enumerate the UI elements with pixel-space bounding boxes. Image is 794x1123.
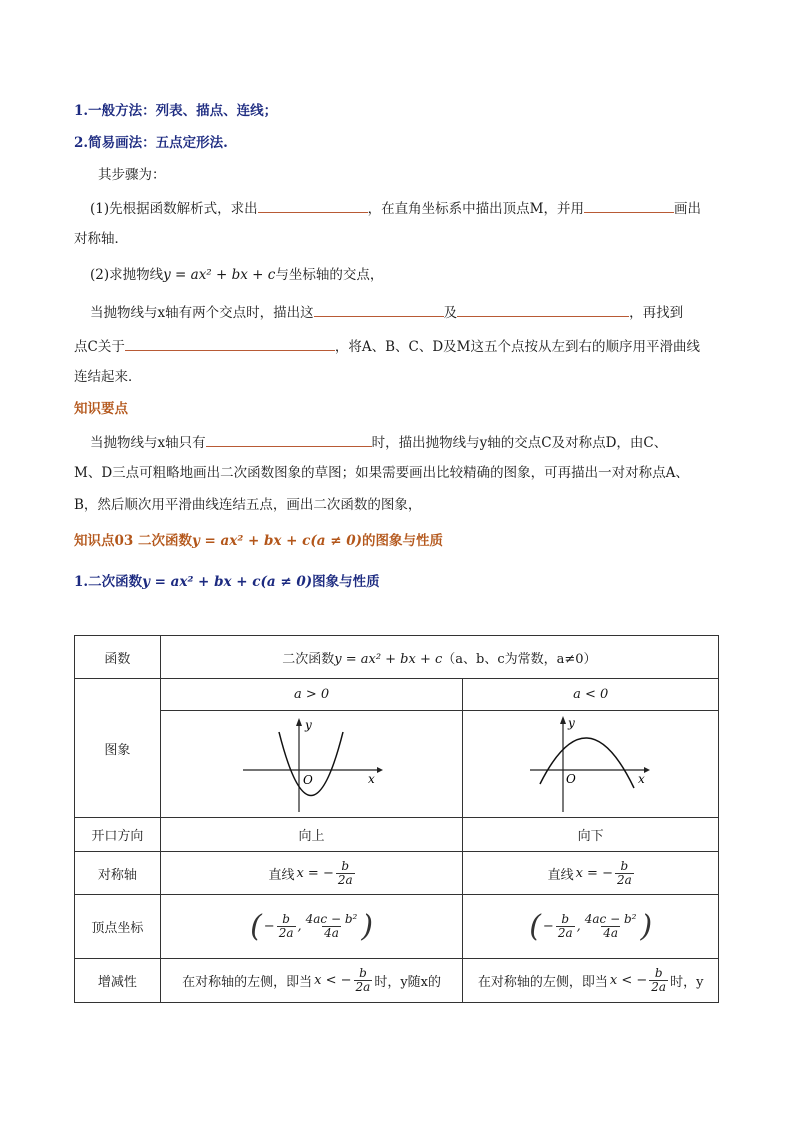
axis-negative <box>463 852 719 895</box>
vertex-positive <box>160 895 463 959</box>
graph-downward-cell <box>463 711 719 818</box>
row-function-value <box>160 636 718 679</box>
para-3-line-3: 连结起来． <box>74 369 142 385</box>
monotonic-text-b: 时，y随x的 <box>374 975 441 990</box>
step-1-text-c: 画出 <box>673 201 701 217</box>
key-text-b: 时，描出抛物线与y轴的交点C及对称点D，由C、 <box>371 435 668 451</box>
function-text-b: （a、b、c为常数，a≠0） <box>442 651 597 667</box>
row-graph-label: 图象 <box>75 679 161 818</box>
vertex-negative <box>463 895 719 959</box>
axis-prefix: 直线 <box>268 867 295 883</box>
section-03-prefix: 知识点03 二次函数 <box>74 533 192 549</box>
step-2-line <box>90 266 383 284</box>
fraction-numerator: b <box>561 912 570 927</box>
fraction-numerator: b <box>282 912 290 927</box>
monotonic-text-a: 在对称轴的左侧，即当 <box>182 975 313 990</box>
blank-symmetric-point <box>125 336 335 351</box>
axis-fraction <box>336 860 355 886</box>
step-1-text-a: (1)先根据函数解析式，求出 <box>90 201 258 217</box>
condition-a-positive: a > 0 <box>160 679 463 711</box>
fraction-denominator: 2a <box>278 926 294 940</box>
fraction-denominator: 4a <box>603 926 618 940</box>
fraction-numerator: b <box>341 858 350 873</box>
function-text-a: 二次函数 <box>282 651 335 667</box>
para-3-text-d: 点C关于 <box>74 339 125 355</box>
x-axis-label: x <box>637 772 645 786</box>
fraction-numerator: b <box>620 858 629 873</box>
comma: , <box>297 919 302 934</box>
axis-prefix: 直线 <box>547 867 574 883</box>
row-opening <box>75 818 719 852</box>
x-axis-arrow <box>644 767 650 773</box>
axis-var: x = − <box>296 865 334 881</box>
opening-down: 向下 <box>463 818 719 852</box>
section-03-suffix: 的图象与性质 <box>362 533 444 549</box>
downward-parabola-graph <box>526 714 656 814</box>
blank-two-points <box>314 302 444 317</box>
monotonic-positive <box>160 959 463 1003</box>
row-function <box>75 636 719 679</box>
row-condition <box>75 679 719 711</box>
axis-var: x = − <box>575 865 613 881</box>
axis-fraction <box>615 860 634 886</box>
monotonic-fraction <box>649 967 668 993</box>
lt-expr: x < − <box>314 973 352 988</box>
neg-sign: − <box>542 919 554 934</box>
row-monotonic <box>75 959 719 1003</box>
vertex-x-fraction <box>556 913 575 939</box>
fraction-denominator: 2a <box>337 872 353 887</box>
origin-label: O <box>565 772 576 786</box>
condition-a-negative: a < 0 <box>463 679 719 711</box>
fraction-denominator: 4a <box>324 926 339 940</box>
monotonic-negative <box>463 959 719 1003</box>
monotonic-fraction <box>354 967 373 993</box>
method-1: 1.一般方法：列表、描点、连线； <box>74 103 278 119</box>
graph-upward-cell <box>160 711 463 818</box>
y-axis-arrow <box>560 716 566 724</box>
para-3-line-2 <box>74 336 700 356</box>
section-03-heading <box>74 532 443 550</box>
para-3-text-e: ，将A、B、C、D及M这五个点按从左到右的顺序用平滑曲线 <box>334 339 700 355</box>
axis-positive <box>160 852 463 895</box>
lt-expr: x < − <box>609 973 648 988</box>
sub-1-prefix: 1.二次函数 <box>74 574 143 590</box>
row-vertex-label: 顶点坐标 <box>75 895 161 959</box>
function-formula: y = ax² + bx + c <box>334 651 443 667</box>
sub-1-suffix: 图象与性质 <box>312 574 380 590</box>
key-points-line-1 <box>90 432 667 452</box>
para-3-text-c: ，再找到 <box>629 305 684 321</box>
blank-one-point <box>206 432 372 447</box>
step-2-text-b: 与坐标轴的交点， <box>275 267 384 283</box>
comma: , <box>576 919 581 934</box>
sub-1-heading <box>74 573 380 591</box>
y-axis-label: y <box>304 718 312 732</box>
row-axis-label: 对称轴 <box>75 852 161 895</box>
right-paren: ) <box>640 908 653 944</box>
origin-label: O <box>302 773 313 787</box>
row-graph <box>75 711 719 818</box>
row-opening-label: 开口方向 <box>75 818 161 852</box>
left-paren: ( <box>529 908 541 944</box>
fraction-numerator: 4ac − b² <box>305 912 358 927</box>
vertex-x-fraction <box>277 913 296 939</box>
neg-sign: − <box>263 919 275 934</box>
step-1-text-b: ，在直角坐标系中描出顶点M，并用 <box>367 201 584 217</box>
fraction-numerator: b <box>359 966 367 981</box>
vertex-y-fraction <box>583 913 639 939</box>
fraction-denominator: 2a <box>355 980 371 994</box>
fraction-numerator: 4ac − b² <box>584 912 637 927</box>
para-3-line-1 <box>90 302 683 322</box>
steps-intro: 其步骤为： <box>98 167 166 183</box>
monotonic-text-b: 时，y <box>670 975 704 990</box>
monotonic-text-a: 在对称轴的左侧，即当 <box>477 975 608 990</box>
fraction-denominator: 2a <box>557 926 573 940</box>
blank-axis-method <box>584 198 674 213</box>
upward-parabola-graph <box>237 714 387 814</box>
blank-vertex <box>258 198 368 213</box>
fraction-denominator: 2a <box>616 872 632 887</box>
sub-1-formula: y = ax² + bx + c(a ≠ 0) <box>142 574 313 590</box>
vertex-y-fraction <box>304 913 360 939</box>
step-1-cont: 对称轴． <box>74 231 128 247</box>
row-function-label: 函数 <box>75 636 161 679</box>
para-3-text-a: 当抛物线与x轴有两个交点时，描出这 <box>90 305 314 321</box>
section-03-formula: y = ax² + bx + c(a ≠ 0) <box>192 533 363 549</box>
blank-y-intercept <box>457 302 629 317</box>
fraction-numerator: b <box>654 966 663 981</box>
key-points-line-2: M、D三点可粗略地画出二次函数图象的草图；如果需要画出比较精确的图象，可再描出一对对称点A、 <box>74 465 689 481</box>
opening-up: 向上 <box>160 818 463 852</box>
row-monotonic-label: 增减性 <box>75 959 161 1003</box>
x-axis-arrow <box>377 767 383 773</box>
downward-parabola-curve <box>540 738 634 788</box>
fraction-denominator: 2a <box>651 980 667 994</box>
key-points-heading: 知识要点 <box>74 401 128 417</box>
row-axis <box>75 852 719 895</box>
left-paren: ( <box>250 908 262 944</box>
step-1-line <box>90 198 701 218</box>
right-paren: ) <box>361 908 374 944</box>
row-vertex <box>75 895 719 959</box>
y-axis-arrow <box>296 718 302 726</box>
step-2-formula: y = ax² + bx + c <box>163 267 276 283</box>
method-2: 2.简易画法：五点定形法. <box>74 135 228 151</box>
y-axis-label: y <box>567 716 575 730</box>
step-2-text-a: (2)求抛物线 <box>90 267 164 283</box>
key-points-line-3: B，然后顺次用平滑曲线连结五点，画出二次函数的图象， <box>74 497 422 513</box>
key-text-a: 当抛物线与x轴只有 <box>90 435 206 451</box>
properties-table <box>74 635 719 1003</box>
x-axis-label: x <box>367 772 375 786</box>
para-3-text-b: 及 <box>443 305 458 321</box>
